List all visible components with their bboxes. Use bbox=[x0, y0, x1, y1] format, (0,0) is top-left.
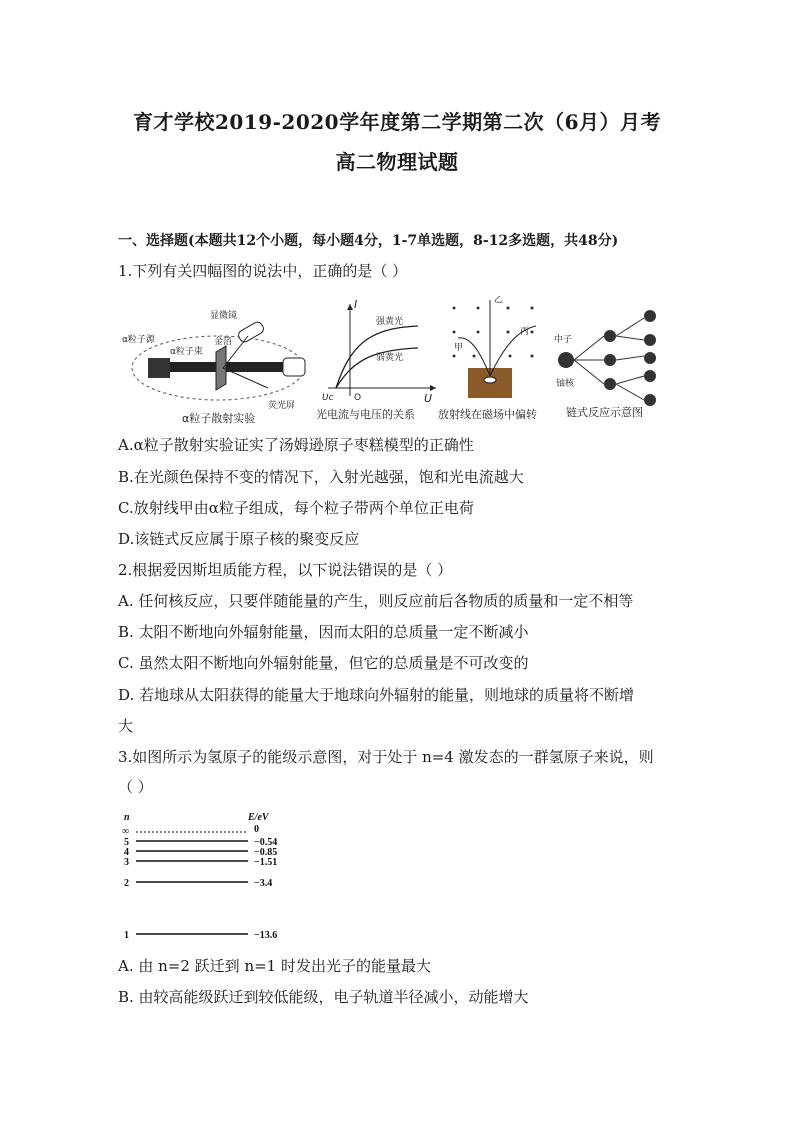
level-n-2: 2 bbox=[124, 878, 129, 889]
level-1 bbox=[124, 930, 277, 941]
level-n-3: 3 bbox=[124, 857, 129, 868]
photo-caption: 光电流与电压的关系 bbox=[316, 408, 415, 421]
gold-foil-label: 金箔 bbox=[214, 337, 233, 347]
photo-axis-i: I bbox=[354, 298, 358, 311]
gold-foil bbox=[216, 346, 226, 390]
q2-option-b: B. 太阳不断地向外辐射能量，因而太阳的总质量一定不断减小 bbox=[118, 623, 529, 641]
strong-light-label: 强黄光 bbox=[376, 317, 404, 327]
q2-stem: 2.根据爱因斯坦质能方程，以下说法错误的是（ ） bbox=[118, 561, 453, 579]
level-n-inf: ∞ bbox=[122, 826, 130, 837]
radio-caption: 放射线在磁场中偏转 bbox=[438, 408, 537, 421]
q2-option-c: C. 虽然太阳不断地向外辐射能量，但它的总质量是不可改变的 bbox=[118, 654, 529, 672]
level-e-4: −0.85 bbox=[254, 847, 278, 858]
radio-label-yi: 乙 bbox=[494, 296, 504, 305]
q2-option-d: D. 若地球从太阳获得的能量大于地球向外辐射的能量，则地球的质量将不断增 bbox=[118, 686, 635, 704]
photo-origin-label: O bbox=[354, 393, 362, 403]
radio-label-bing: 丙 bbox=[520, 327, 530, 337]
microscope bbox=[237, 320, 266, 343]
q1-option-a: A.α粒子散射实验证实了汤姆逊原子枣糕模型的正确性 bbox=[118, 436, 474, 454]
e-header: E/eV bbox=[248, 812, 269, 823]
alpha-source-block bbox=[148, 358, 170, 378]
q1-option-c: C.放射线甲由α粒子组成，每个粒子带两个单位正电荷 bbox=[118, 499, 474, 517]
q2-option-d-cont: 大 bbox=[118, 717, 134, 735]
level-e-5: −0.54 bbox=[254, 837, 278, 848]
alpha-beam-label: α粒子束 bbox=[170, 347, 203, 357]
screen-label: 荧光屏 bbox=[268, 401, 296, 411]
weak-light-label: 弱黄光 bbox=[376, 353, 404, 363]
radiation-figure bbox=[438, 296, 537, 421]
q3-stem-cont: （ ） bbox=[118, 778, 153, 796]
q3-option-b: B. 由较高能级跃迁到较低能级，电子轨道半径减小，动能增大 bbox=[118, 988, 529, 1006]
chain-caption: 链式反应示意图 bbox=[566, 406, 643, 419]
q1-stem: 1.下列有关四幅图的说法中，正确的是（ ） bbox=[118, 262, 408, 280]
level-2 bbox=[124, 878, 272, 889]
level-n-4: 4 bbox=[124, 847, 129, 858]
level-n-1: 1 bbox=[124, 930, 129, 941]
alpha-scattering-figure bbox=[122, 309, 305, 425]
q3-stem: 3.如图所示为氢原子的能级示意图，对于处于 n=4 激发态的一群氢原子来说，则 bbox=[118, 748, 654, 766]
q1-figures bbox=[118, 296, 678, 426]
photo-uc-label: Uc bbox=[322, 393, 334, 403]
level-3 bbox=[124, 857, 277, 868]
chain-reaction-figure bbox=[554, 310, 656, 419]
level-e-inf: 0 bbox=[254, 824, 259, 835]
level-e-3: −1.51 bbox=[254, 857, 278, 868]
n-header: n bbox=[124, 812, 130, 823]
level-n-5: 5 bbox=[124, 837, 129, 848]
photo-axis-u: U bbox=[424, 392, 433, 405]
level-e-2: −3.4 bbox=[254, 878, 273, 889]
level-e-1: −13.6 bbox=[254, 930, 278, 941]
microscope-label: 显微镜 bbox=[210, 311, 238, 321]
q3-option-a: A. 由 n=2 跃迁到 n=1 时发出光子的能量最大 bbox=[118, 957, 431, 975]
radio-label-jia: 甲 bbox=[454, 343, 464, 353]
exam-title: 育才学校2019-2020学年度第二学期第二次（6月）月考 bbox=[132, 110, 662, 134]
alpha-source-label: α粒子源 bbox=[122, 335, 155, 345]
section-heading: 一、选择题(本题共12个小题，每小题4分，1-7单选题，8-12多选题，共48分) bbox=[118, 233, 619, 249]
neutron-label: 中子 bbox=[554, 335, 573, 345]
q1-option-d: D.该链式反应属于原子核的聚变反应 bbox=[118, 530, 360, 548]
q2-option-a: A. 任何核反应，只要伴随能量的产生，则反应前后各物质的质量和一定不相等 bbox=[118, 592, 634, 610]
exam-subtitle: 高二物理试题 bbox=[335, 150, 459, 174]
alpha-caption: α粒子散射实验 bbox=[182, 412, 256, 425]
uranium-label: 铀核 bbox=[556, 379, 575, 389]
q1-option-b: B.在光颜色保持不变的情况下，入射光越强，饱和光电流越大 bbox=[118, 468, 524, 486]
photocurrent-figure bbox=[316, 298, 436, 421]
level-inf bbox=[122, 824, 259, 837]
energy-level-diagram bbox=[118, 808, 318, 944]
